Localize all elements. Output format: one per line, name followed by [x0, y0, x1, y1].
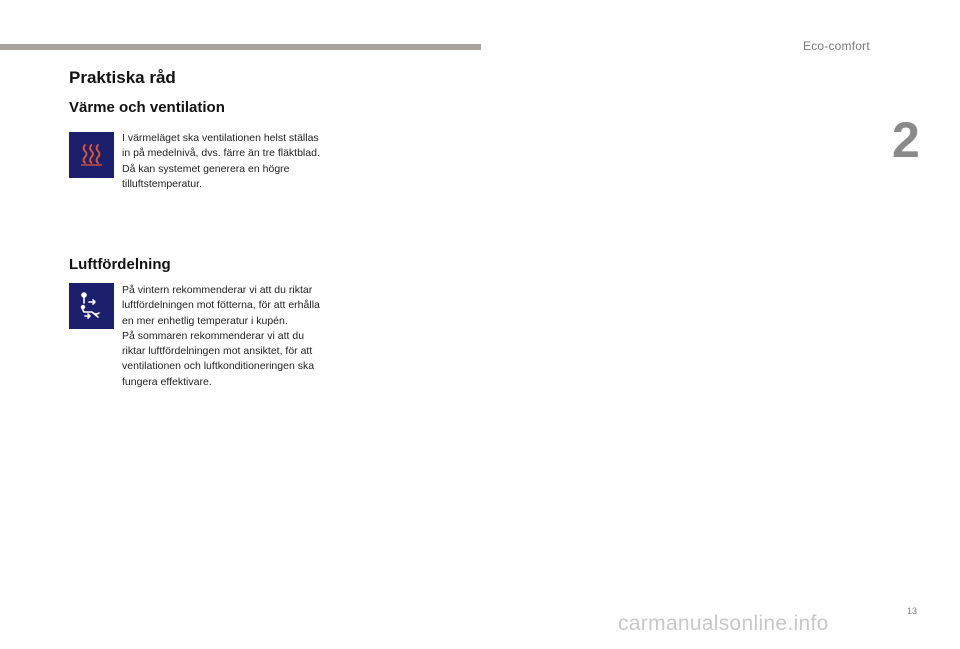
section-body-air-distribution	[122, 283, 327, 390]
paragraph: På sommaren rekommenderar vi att du riktar luftfördelningen mot ansiktet, för att ventilationen och luftkonditioneringen ska fungera effektivare.	[122, 329, 315, 388]
paragraph: I värmeläget ska ventilationen helst ställas in på medelnivå, dvs. färre än tre fläktblad. Då kan systemet generera en högre tilluftstemperatur.	[122, 132, 320, 190]
seat-heating-icon	[69, 132, 114, 178]
paragraph: På vintern rekommenderar vi att du riktar luftfördelningen mot fötterna, för att erhålla en mer enhetlig temperatur i kupén.	[122, 284, 320, 327]
page-title: Praktiska råd	[69, 68, 176, 87]
section-heading-heating: Värme och ventilation	[69, 99, 225, 116]
page-number: 13	[907, 606, 918, 616]
watermark-text: carmanualsonline.info	[618, 612, 829, 635]
header-bar	[0, 44, 481, 50]
chapter-number: 2	[892, 112, 920, 168]
section-heading-air-distribution: Luftfördelning	[69, 256, 171, 273]
chapter-title: Eco-comfort	[803, 39, 870, 53]
section-body-heating	[122, 131, 327, 192]
air-distribution-icon	[69, 283, 114, 329]
